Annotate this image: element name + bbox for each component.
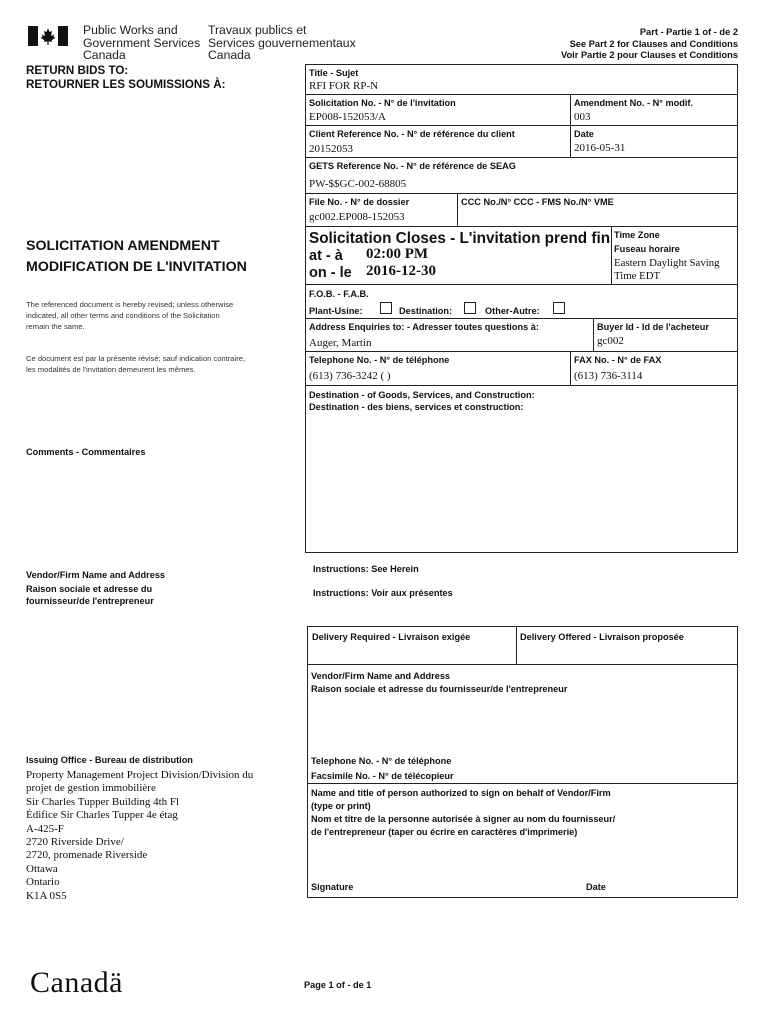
destination-label: Destination: <box>399 306 453 316</box>
name-title-line: Name and title of person authorized to sign on behalf of Vendor/Firm <box>311 788 611 798</box>
amendment-label: Amendment No. - N° modif. <box>574 98 694 108</box>
return-bids-fr: RETOURNER LES SOUMISSIONS À: <box>26 78 226 91</box>
address-enquiries-label: Address Enquiries to: - Adresser toutes questions à: <box>309 322 539 332</box>
address-line: Property Management Project Division/Division du <box>26 769 254 781</box>
vendor-fr: Raison sociale et adresse du fournisseur/de l'entrepreneur <box>311 683 568 694</box>
address-line: 2720, promenade Riverside <box>26 849 148 862</box>
vendor-en: Vendor/Firm Name and Address <box>311 671 451 681</box>
close-date-field[interactable]: 2016-12-30 <box>366 263 436 279</box>
page-number: Page 1 of - de 1 <box>304 980 372 990</box>
canada-flag-icon <box>28 26 68 46</box>
signature-date-label: Date <box>586 882 606 892</box>
gets-label: GETS Reference No. - N° de référence de SEAG <box>309 161 516 171</box>
address-line: A-425-F <box>26 822 64 835</box>
address-line: Édifice Sir Charles Tupper 4e étag <box>26 809 178 822</box>
vendor-label-left <box>26 569 165 607</box>
notice-line: les modalités de l'invitation demeurent les mêmes. <box>26 365 196 374</box>
notice-line: remain the same. <box>26 322 85 331</box>
department-name-fr <box>208 24 356 62</box>
vendor-label <box>311 670 567 695</box>
return-bids-en: RETURN BIDS TO: <box>26 64 129 77</box>
delivery-offered-label: Delivery Offered - Livraison proposée <box>520 632 684 642</box>
buyer-field[interactable]: gc002 <box>597 335 624 347</box>
address-line: 2720 Riverside Drive/ <box>26 836 124 849</box>
name-title-line: de l'entrepreneur (taper ou écrire en caractères d'imprimerie) <box>311 827 578 837</box>
amendment-title <box>26 236 247 278</box>
file-label: File No. - N° de dossier <box>309 197 410 207</box>
comments-label: Comments - Commentaires <box>26 447 146 457</box>
file-field[interactable]: gc002.EP008-152053 <box>309 211 405 223</box>
buyer-label: Buyer Id - Id de l'acheteur <box>597 322 709 332</box>
address-line: projet de gestion immobilière <box>26 782 156 795</box>
amendment-field[interactable]: 003 <box>574 111 591 123</box>
part-line: Part - Partie 1 of - de 2 <box>639 27 738 37</box>
amendment-title-fr: MODIFICATION DE L'INVITATION <box>26 259 247 275</box>
plant-checkbox[interactable] <box>380 302 392 314</box>
instructions-fr: Instructions: Voir aux présentes <box>313 588 453 598</box>
return-bids <box>26 64 225 92</box>
notice-line: Ce document est par la présente révisé; sauf indication contraire, <box>26 354 246 363</box>
address-line: Sir Charles Tupper Building 4th Fl <box>26 795 180 808</box>
vendor-fr-line: Raison sociale et adresse du <box>26 584 153 594</box>
part-line: See Part 2 for Clauses and Conditions <box>569 38 738 49</box>
fax-field[interactable]: (613) 736-3114 <box>574 370 643 382</box>
other-label: Other-Autre: <box>485 306 540 316</box>
destination-goods-en: Destination - of Goods, Services, and Construction: <box>309 390 535 400</box>
gets-field[interactable]: PW-$$GC-002-68805 <box>309 178 407 190</box>
solicitation-label: Solicitation No. - N° de l'invitation <box>309 98 456 108</box>
client-ref-field[interactable]: 20152053 <box>309 143 353 155</box>
plant-label: Plant-Usine: <box>309 306 363 316</box>
dept-en-line: Canada <box>83 48 126 62</box>
dept-en-line: Public Works and <box>83 23 178 37</box>
canada-wordmark <box>30 966 123 1000</box>
part-info <box>561 27 738 62</box>
department-name-en <box>83 24 200 62</box>
name-title-line: Nom et titre de la personne autorisée à signer au nom du fournisseur/ <box>311 814 616 824</box>
dept-fr-line: Travaux publics et <box>208 23 307 37</box>
date-label: Date <box>574 129 594 139</box>
notice-line: indicated, all other terms and conditions of the Solicitation <box>26 311 220 320</box>
instructions-en: Instructions: See Herein <box>313 564 419 574</box>
title-label: Title - Sujet <box>309 68 359 78</box>
tz-line: Time EDT <box>614 270 661 282</box>
facsimile-label: Facsimile No. - N° de télécopieur <box>311 771 454 781</box>
destination-goods-fr: Destination - des biens, services et construction: <box>309 401 524 412</box>
address-line: Ottawa <box>26 862 58 875</box>
tz-field[interactable] <box>614 257 720 283</box>
phone-label: Telephone No. - N° de téléphone <box>309 355 450 365</box>
telephone-label: Telephone No. - N° de téléphone <box>311 756 452 766</box>
address-line: K1A 0S5 <box>26 889 67 902</box>
wordmark-text: Canadä <box>30 966 123 999</box>
dept-fr-line: Canada <box>208 48 251 62</box>
date-field[interactable]: 2016-05-31 <box>574 142 626 154</box>
tz-label-fr: Fuseau horaire <box>614 244 680 254</box>
close-time-field[interactable]: 02:00 PM <box>366 246 429 262</box>
name-title-line: (type or print) <box>311 801 371 811</box>
fob-label: F.O.B. - F.A.B. <box>309 289 369 299</box>
fax-label: FAX No. - N° de FAX <box>574 355 662 365</box>
on-label: on - le <box>309 265 352 281</box>
name-title-label <box>311 787 615 839</box>
solicitation-field[interactable]: EP008-152053/A <box>309 111 386 123</box>
address-line: Ontario <box>26 876 60 889</box>
part-line: Voir Partie 2 pour Clauses et Conditions <box>560 50 738 60</box>
at-label: at - à <box>309 248 343 264</box>
phone-field[interactable]: (613) 736-3242 ( ) <box>309 370 391 382</box>
tz-line: Eastern Daylight Saving <box>614 257 720 269</box>
closes-title: Solicitation Closes - L'invitation prend fin <box>309 230 611 247</box>
notice-line: The referenced document is hereby revised; unless otherwise <box>26 300 234 309</box>
notice-fr <box>26 353 245 375</box>
vendor-en: Vendor/Firm Name and Address <box>26 570 166 580</box>
dept-fr-line: Services gouvernementaux <box>208 35 356 50</box>
signature-label: Signature <box>311 882 354 892</box>
other-checkbox[interactable] <box>553 302 565 314</box>
delivery-required-label: Delivery Required - Livraison exigée <box>312 632 471 642</box>
dept-en-line: Government Services <box>83 35 201 50</box>
address-enquiries-field[interactable]: Auger, Martin <box>309 337 372 349</box>
destination-checkbox[interactable] <box>464 302 476 314</box>
title-field[interactable]: RFI FOR RP-N <box>309 80 379 92</box>
destination-goods-label <box>309 390 535 413</box>
client-ref-label: Client Reference No. - N° de référence du client <box>309 129 515 139</box>
issuing-address <box>26 769 253 903</box>
notice-en <box>26 299 233 332</box>
vendor-fr-line: fournisseur/de l'entrepreneur <box>26 596 154 606</box>
amendment-title-en: SOLICITATION AMENDMENT <box>26 238 220 254</box>
tz-label-en: Time Zone <box>614 230 660 240</box>
ccc-label: CCC No./N° CCC - FMS No./N° VME <box>461 197 614 207</box>
issuing-office-label: Issuing Office - Bureau de distribution <box>26 755 193 765</box>
